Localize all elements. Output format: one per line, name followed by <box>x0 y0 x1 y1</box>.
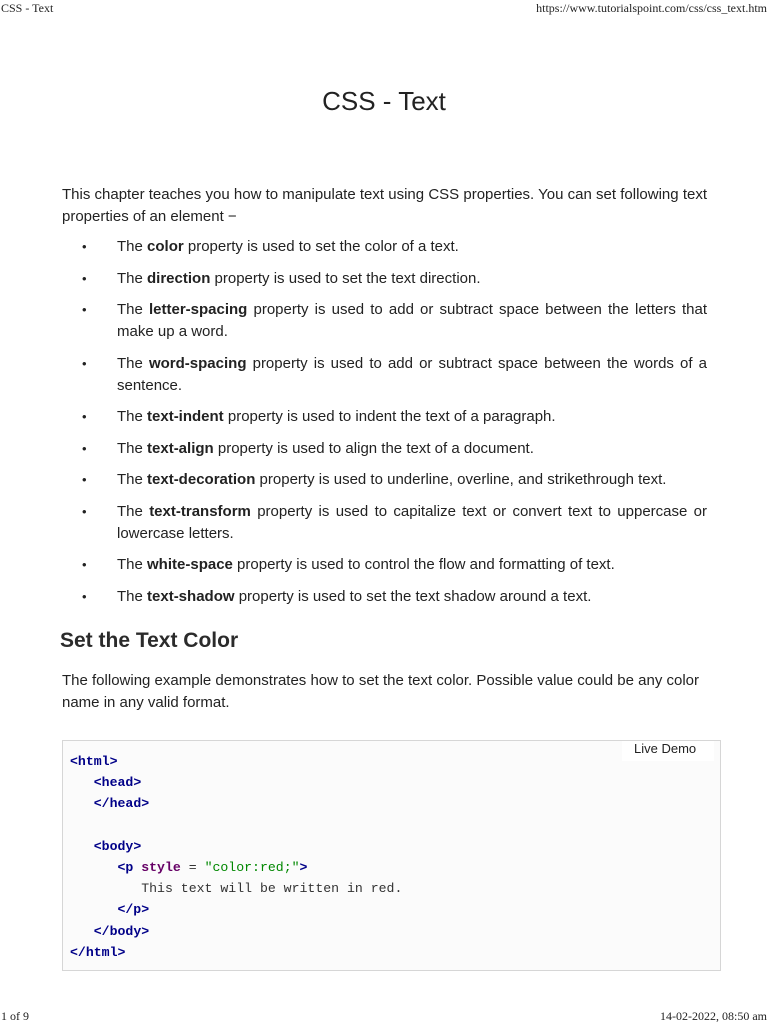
bullet-icon: • <box>82 588 87 604</box>
property-name: color <box>147 238 184 255</box>
live-demo-link[interactable]: Live Demo <box>622 741 714 761</box>
code-example-box <box>62 740 721 971</box>
page-number: 1 of 9 <box>1 1009 29 1023</box>
bullet-icon: • <box>82 355 87 371</box>
list-item-description: property is used to add or subtract space between the letters that make up a word. <box>117 301 707 340</box>
bullet-icon: • <box>82 239 87 254</box>
list-item-description: property is used to set the text direction. <box>210 269 481 287</box>
code-token: style <box>141 860 181 876</box>
code-token: </html> <box>70 944 126 960</box>
code-token: <p <box>117 860 134 876</box>
property-list <box>62 236 707 617</box>
bullet-icon: • <box>82 302 87 317</box>
code-token: > <box>299 860 308 876</box>
bullet-icon: • <box>82 472 87 487</box>
code-token: </head> <box>93 796 150 812</box>
list-item-description: property is used to indent the text of a paragraph. <box>223 408 556 425</box>
list-item-prefix: The <box>117 439 148 457</box>
bullet-icon: • <box>82 440 87 456</box>
code-token: This text will be written in red. <box>141 881 403 897</box>
list-item <box>62 268 707 290</box>
intro-paragraph: This chapter teaches you how to manipulate text using CSS properties. You can set following text properties of an element − <box>62 186 707 225</box>
property-name: text-decoration <box>147 471 256 488</box>
list-item-description: property is used to capitalize text or convert text to uppercase or lowercase letters. <box>117 502 708 542</box>
list-item <box>62 438 707 460</box>
print-datetime: 14-02-2022, 08:50 am <box>660 1009 767 1023</box>
list-item <box>62 406 707 428</box>
code-token: <html> <box>70 754 118 769</box>
code-token: = <box>180 860 205 876</box>
bullet-icon: • <box>82 409 87 424</box>
list-item <box>62 299 707 343</box>
list-item-prefix: The <box>117 238 148 255</box>
page-title: CSS - Text <box>322 86 446 116</box>
print-header-title: CSS - Text <box>1 1 54 15</box>
print-header <box>0 0 768 16</box>
section-heading: Set the Text Color <box>60 629 239 652</box>
print-header-url: https://www.tutorialspoint.com/css/css_text.htm <box>536 1 767 15</box>
list-item-description: property is used to control the flow and formatting of text. <box>232 556 615 573</box>
code-token: "color:red;" <box>204 860 300 876</box>
list-item-description: property is used to underline, overline, and strikethrough text. <box>255 471 667 488</box>
property-name: text-indent <box>147 408 224 425</box>
code-token: <body> <box>93 838 142 854</box>
list-item <box>62 501 707 545</box>
list-item-prefix: The <box>117 301 149 318</box>
code-token: </body> <box>93 923 150 939</box>
list-item <box>62 554 707 576</box>
property-name: direction <box>147 269 211 287</box>
list-item-description: property is used to set the color of a text. <box>183 238 459 255</box>
list-item-prefix: The <box>117 408 148 425</box>
property-name: letter-spacing <box>148 301 248 318</box>
code-token: <head> <box>93 775 142 791</box>
list-item-prefix: The <box>117 354 149 372</box>
property-name: text-align <box>147 439 214 457</box>
list-item-prefix: The <box>117 471 148 488</box>
property-name: white-space <box>147 556 233 573</box>
list-item-prefix: The <box>117 556 148 573</box>
section-paragraph: The following example demonstrates how to set the text color. Possible value could be any color name in any valid format. <box>62 672 700 711</box>
property-name: text-transform <box>149 502 251 520</box>
list-item-prefix: The <box>117 502 150 520</box>
list-item <box>62 586 707 608</box>
list-item-description: property is used to add or subtract space between the words of a sentence. <box>117 354 708 394</box>
list-item-prefix: The <box>117 269 148 287</box>
bullet-icon: • <box>82 557 87 572</box>
list-item <box>62 469 707 491</box>
list-item-prefix: The <box>117 587 148 605</box>
list-item-description: property is used to align the text of a document. <box>213 439 534 457</box>
code-block <box>70 751 402 963</box>
list-item <box>62 236 707 258</box>
bullet-icon: • <box>82 503 87 519</box>
list-item <box>62 353 707 397</box>
property-name: word-spacing <box>148 354 247 372</box>
bullet-icon: • <box>82 270 87 286</box>
code-token: </p> <box>117 902 150 918</box>
property-name: text-shadow <box>147 587 235 605</box>
list-item-description: property is used to set the text shadow around a text. <box>234 587 592 605</box>
print-footer <box>0 1008 768 1024</box>
